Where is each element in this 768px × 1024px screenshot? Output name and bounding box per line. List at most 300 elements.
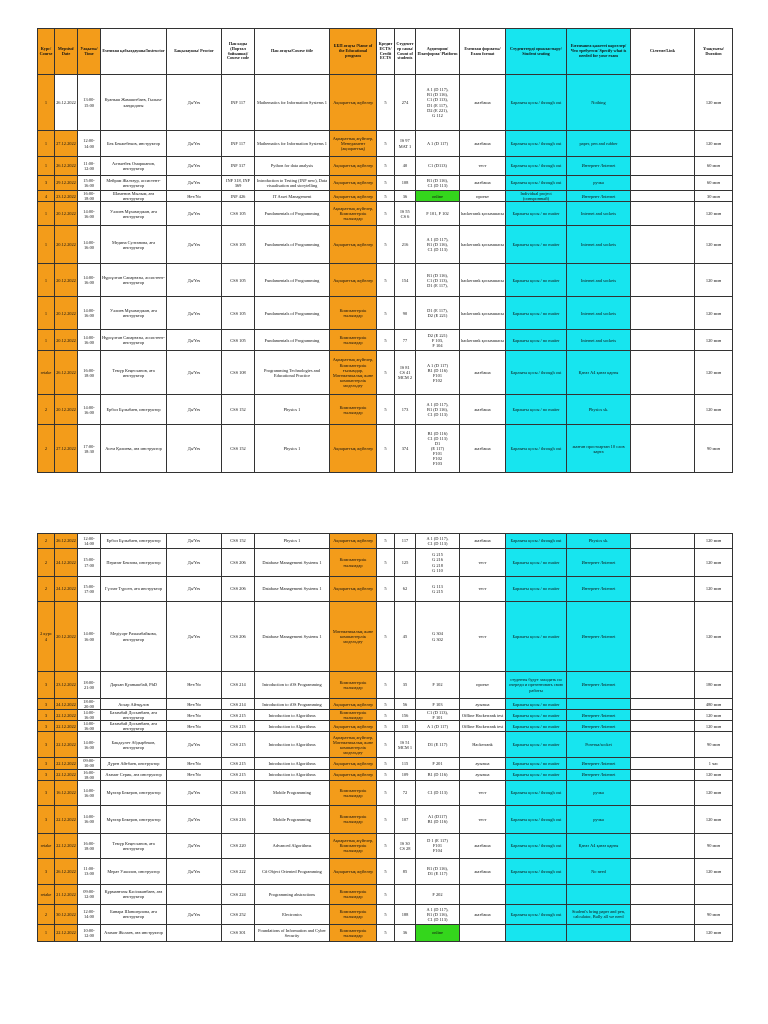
cell-time: 11:00-13:00 — [78, 858, 101, 884]
cell-program: Компьютерлік ғылымдар — [330, 710, 377, 721]
cell-date: 24.12.2022 — [55, 549, 78, 577]
cell-program: Математикалық және компьютерлік модельдеу — [330, 602, 377, 672]
cell-link[interactable] — [631, 805, 695, 833]
exam-schedule-table-2 — [37, 533, 733, 942]
cell-link[interactable] — [631, 758, 695, 769]
cell-duration: 60 мин — [695, 157, 733, 176]
cell-exam-format: жазбаша — [460, 75, 506, 131]
cell-credit: 5 — [377, 858, 395, 884]
cell-proctor: Нет/No — [167, 699, 222, 710]
cell-program: Ақпараттық жүйелер, Компьютерлік ғылымдар — [330, 202, 377, 226]
cell-exam-format: hackerrank қосымшасы — [460, 226, 506, 264]
cell-students: 374 — [395, 425, 416, 473]
cell-course-title: Database Management Systems 1 — [255, 602, 330, 672]
cell-students: 135 — [395, 721, 416, 732]
cell-seating: Барлығы қосы / no matter — [506, 577, 567, 602]
cell-exam-needs: Интернет /Internet — [567, 549, 631, 577]
cell-exam-needs: ручка — [567, 805, 631, 833]
cell-link[interactable] — [631, 904, 695, 924]
cell-platform: F 103 — [416, 699, 460, 710]
cell-proctor: Нет/No — [167, 672, 222, 699]
cell-date: 26.12.2022 — [55, 157, 78, 176]
cell-exam-format: проект — [460, 191, 506, 202]
cell-duration: 120 мин — [695, 924, 733, 941]
cell-duration: 120 мин — [695, 297, 733, 330]
cell-credit: 5 — [377, 924, 395, 941]
cell-platform: A 1 (D 117), B1 (D 116), C1 (D 113) — [416, 226, 460, 264]
cell-course-title: Physics 1 — [255, 395, 330, 425]
cell-link[interactable] — [631, 131, 695, 157]
cell-proctor: Да/Yes — [167, 833, 222, 858]
table-row — [38, 884, 733, 904]
cell-instructor: Асем Қалиева, аға инструктор — [101, 425, 167, 473]
table-row — [38, 577, 733, 602]
cell-link[interactable] — [631, 176, 695, 191]
cell-seating: Барлығы қосы / no matter — [506, 710, 567, 721]
cell-credit: 5 — [377, 297, 395, 330]
cell-credit: 5 — [377, 769, 395, 780]
cell-program: Ақпараттық жүйелер — [330, 425, 377, 473]
cell-time: 14:00-16:00 — [78, 330, 101, 351]
cell-credit: 5 — [377, 758, 395, 769]
cell-credit: 5 — [377, 395, 395, 425]
cell-course-title: Physics 1 — [255, 534, 330, 549]
cell-exam-format: тест — [460, 549, 506, 577]
cell-platform: A 1 (D 117) B1 (D 116) F101 F102 — [416, 351, 460, 395]
cell-course-code: CSS 105 — [222, 330, 255, 351]
cell-students: 173 — [395, 395, 416, 425]
cell-platform: C1 (D 113), F 101 — [416, 710, 460, 721]
cell-link[interactable] — [631, 884, 695, 904]
cell-instructor: Нұрсұлтан Сапарғазы, ассистент-инструктор — [101, 330, 167, 351]
cell-exam-format: проект — [460, 672, 506, 699]
cell-course: retake — [38, 833, 55, 858]
cell-program: Ақпараттық жүйелер — [330, 157, 377, 176]
header-seating: Студенттерді орналастыру/ Student seating — [506, 29, 567, 75]
cell-exam-format: Offline Hackerrank test — [460, 721, 506, 732]
cell-exam-needs: Интернет /Internet — [567, 721, 631, 732]
cell-students: 56 — [395, 699, 416, 710]
cell-link[interactable] — [631, 330, 695, 351]
cell-course-title: Fundamentals of Programming — [255, 330, 330, 351]
cell-instructor: Ербол Бұлыбаев, инструктор — [101, 534, 167, 549]
table-row — [38, 425, 733, 473]
cell-link[interactable] — [631, 202, 695, 226]
cell-program: Ақпараттық жүйелер — [330, 758, 377, 769]
table-row — [38, 780, 733, 805]
cell-platform: D1 (E 117) — [416, 732, 460, 758]
cell-seating: Барлығы қосы / no matter — [506, 769, 567, 780]
cell-proctor: Да/Yes — [167, 202, 222, 226]
cell-exam-format: жазбаша — [460, 176, 506, 191]
cell-program: Компьютерлік ғылымдар — [330, 884, 377, 904]
cell-platform: F 101, F 102 — [416, 202, 460, 226]
table-row — [38, 75, 733, 131]
cell-seating: Барлығы қосы / through out — [506, 534, 567, 549]
header-date: Мерзімі/ Date — [55, 29, 78, 75]
cell-duration: 90 мин — [695, 732, 733, 758]
cell-link[interactable] — [631, 351, 695, 395]
cell-course-code: CSS 215 — [222, 710, 255, 721]
cell-course: 1 — [38, 202, 55, 226]
cell-link[interactable] — [631, 226, 695, 264]
cell-exam-needs: Physics sk. — [567, 534, 631, 549]
cell-exam-format: тест — [460, 780, 506, 805]
cell-proctor: Да/Yes — [167, 425, 222, 473]
cell-time: 18:00-20:00 — [78, 699, 101, 710]
cell-proctor: Да/Yes — [167, 157, 222, 176]
cell-date: 21.12.2022 — [55, 884, 78, 904]
cell-seating: Барлығы қосы / through out — [506, 833, 567, 858]
cell-students: 45 — [395, 602, 416, 672]
cell-link[interactable] — [631, 425, 695, 473]
cell-seating: Барлығы қосы / through out — [506, 904, 567, 924]
cell-program: Ақпараттық жүйелер, Компьютерлік ғылымдар — [330, 833, 377, 858]
cell-time: 14:00-16:00 — [78, 721, 101, 732]
cell-duration: 120 мин — [695, 710, 733, 721]
cell-proctor: Нет/No — [167, 769, 222, 780]
cell-course-code: CSS 222 — [222, 858, 255, 884]
cell-seating: Барлығы қосы / no matter — [506, 202, 567, 226]
cell-exam-format: hackerrank қосымшасы — [460, 264, 506, 297]
cell-students: 156 — [395, 710, 416, 721]
cell-students: 36 — [395, 191, 416, 202]
cell-exam-format: жазбаша — [460, 425, 506, 473]
cell-program: Компьютерлік ғылымдар — [330, 395, 377, 425]
cell-program: Компьютерлік ғылымдар — [330, 780, 377, 805]
cell-course-code: CSS 206 — [222, 549, 255, 577]
cell-exam-needs — [567, 924, 631, 941]
table-row — [38, 858, 733, 884]
header-program: ББП атауы /Name of the Educational program — [330, 29, 377, 75]
cell-seating: Барлығы қосы / no matter — [506, 330, 567, 351]
cell-platform: B1 (D 116), C1 (D 113) — [416, 176, 460, 191]
cell-time: 16:00-18:00 — [78, 833, 101, 858]
cell-program: Ақпараттық жүйелер, Менеджмент (ақпараттық) — [330, 131, 377, 157]
cell-duration: 120 мин — [695, 805, 733, 833]
cell-exam-format: жазбаша — [460, 858, 506, 884]
cell-credit: 5 — [377, 602, 395, 672]
cell-course-code: CSS 215 — [222, 732, 255, 758]
cell-course-title: Fundamentals of Programming — [255, 297, 330, 330]
cell-program: Компьютерлік ғылымдар — [330, 297, 377, 330]
cell-course-title: Introduction to iOS Programming — [255, 672, 330, 699]
cell-time: 16:00-18:00 — [78, 769, 101, 780]
cell-course: 1 — [38, 297, 55, 330]
cell-date: 22.12.2022 — [55, 710, 78, 721]
cell-proctor: Нет/No — [167, 758, 222, 769]
cell-date: 23.12.2022 — [55, 191, 78, 202]
table-row — [38, 176, 733, 191]
cell-credit: 5 — [377, 75, 395, 131]
cell-course: 1 — [38, 226, 55, 264]
cell-credit: 5 — [377, 884, 395, 904]
cell-seating: Барлығы қосы / through out — [506, 157, 567, 176]
cell-seating: Барлығы қосы / no matter — [506, 699, 567, 710]
cell-link[interactable] — [631, 191, 695, 202]
cell-course: 2 — [38, 577, 55, 602]
cell-seating: Барлығы қосы / through out — [506, 131, 567, 157]
cell-course-title: Foundations of Information and Cyber Security — [255, 924, 330, 941]
cell-platform: A 1 (D 117), C1 (D 113) — [416, 534, 460, 549]
cell-platform: D 1 (E 117) F101 F104 — [416, 833, 460, 858]
cell-course-title: Database Management Systems 1 — [255, 549, 330, 577]
cell-date: 22.12.2022 — [55, 732, 78, 758]
header-proctor: Бақылаушы/ Proctor — [167, 29, 222, 75]
header-exam-format: Емтихан форматы/ Exam format — [460, 29, 506, 75]
cell-duration: 180 мин — [695, 672, 733, 699]
table-row — [38, 131, 733, 157]
cell-time: 14:00-16:00 — [78, 710, 101, 721]
cell-course: 1 — [38, 157, 55, 176]
cell-credit: 5 — [377, 721, 395, 732]
table-row — [38, 264, 733, 297]
cell-link[interactable] — [631, 710, 695, 721]
cell-students: 36 — [395, 924, 416, 941]
cell-credit: 5 — [377, 699, 395, 710]
cell-exam-needs: Student's bring paper and pen, calculator, Bully all we need — [567, 904, 631, 924]
cell-exam-needs: Интернет /Internet — [567, 191, 631, 202]
cell-duration: 90 мин — [695, 833, 733, 858]
cell-course: 2 — [38, 534, 55, 549]
cell-platform: C1 (D113) — [416, 157, 460, 176]
cell-course-code: CSS 105 — [222, 202, 255, 226]
cell-duration: 120 мин — [695, 534, 733, 549]
cell-duration: 120 мин — [695, 264, 733, 297]
cell-credit: 5 — [377, 534, 395, 549]
cell-students: 62 — [395, 577, 416, 602]
exam-schedule-table-1 — [37, 28, 733, 473]
cell-date: 16.12.2022 — [55, 780, 78, 805]
cell-students: 35 — [395, 672, 416, 699]
cell-students: 216 — [395, 226, 416, 264]
cell-instructor: Ербол Бұлыбаев, инструктор — [101, 395, 167, 425]
cell-course-code: INF 318, INF 369 — [222, 176, 255, 191]
cell-students: IS 97 MAT 1 — [395, 131, 416, 157]
cell-proctor: Да/Yes — [167, 549, 222, 577]
cell-link[interactable] — [631, 264, 695, 297]
cell-course-title: Mathematics for Information Systems 1 — [255, 131, 330, 157]
cell-proctor: Да/Yes — [167, 176, 222, 191]
cell-course: 4 — [38, 191, 55, 202]
cell-course-title: Advanced Algorithms — [255, 833, 330, 858]
cell-course: 3 — [38, 699, 55, 710]
cell-course-title: Introduction to Algorithms — [255, 758, 330, 769]
cell-course: 3 — [38, 672, 55, 699]
cell-date: 20.12.2022 — [55, 226, 78, 264]
cell-seating: студенты будут заходить по очереди и презентовать свою работы — [506, 672, 567, 699]
cell-proctor: Да/Yes — [167, 226, 222, 264]
cell-course-code: CSS 215 — [222, 769, 255, 780]
cell-link[interactable] — [631, 602, 695, 672]
cell-exam-needs: Интернет /Internet — [567, 710, 631, 721]
cell-course: 3 — [38, 732, 55, 758]
cell-course-code: CSS 152 — [222, 425, 255, 473]
table-row — [38, 297, 733, 330]
cell-credit: 5 — [377, 202, 395, 226]
cell-date: 24.12.2022 — [55, 699, 78, 710]
cell-course-title: Mobile Programming — [255, 780, 330, 805]
header-course-title: Пән атауы/Course title — [255, 29, 330, 75]
cell-course: 2 курс 4 — [38, 602, 55, 672]
cell-exam-needs: Nothing — [567, 75, 631, 131]
cell-seating: Барлығы қосы / through out — [506, 176, 567, 191]
cell-date: 26.12.2022 — [55, 75, 78, 131]
cell-credit: 5 — [377, 191, 395, 202]
cell-exam-needs: Қағаз А4 қағаз қарты — [567, 351, 631, 395]
cell-exam-format: ауызша — [460, 769, 506, 780]
table-row — [38, 157, 733, 176]
cell-students: 109 — [395, 769, 416, 780]
cell-instructor: Медина Султанова, аға инструктор — [101, 226, 167, 264]
cell-credit: 5 — [377, 904, 395, 924]
cell-time: 10:00-12:00 — [78, 924, 101, 941]
cell-course: retake — [38, 351, 55, 395]
cell-exam-needs: жазған простоартан 10 слов карта — [567, 425, 631, 473]
cell-link[interactable] — [631, 549, 695, 577]
cell-proctor: Да/Yes — [167, 904, 222, 924]
cell-time: 18:00-21:00 — [78, 672, 101, 699]
cell-instructor: Шаменов Мылым, аға инструктор — [101, 191, 167, 202]
cell-program: Компьютерлік ғылымдар — [330, 330, 377, 351]
cell-course-title: Python for data analysis — [255, 157, 330, 176]
cell-instructor: Дүрен Айтбаев, инструктор — [101, 758, 167, 769]
cell-link[interactable] — [631, 833, 695, 858]
cell-date: 26.12.2022 — [55, 858, 78, 884]
table-row — [38, 602, 733, 672]
cell-course-code: CSS 206 — [222, 577, 255, 602]
table-row — [38, 226, 733, 264]
cell-link[interactable] — [631, 721, 695, 732]
cell-proctor: Да/Yes — [167, 534, 222, 549]
cell-platform: D1 (E 117), D2 (E 221) — [416, 297, 460, 330]
cell-program: Ақпараттық жүйелер — [330, 769, 377, 780]
cell-link[interactable] — [631, 157, 695, 176]
cell-duration: 120 мин — [695, 858, 733, 884]
cell-date: 27.12.2022 — [55, 425, 78, 473]
cell-instructor: Уәлиев Мұхамеджан, аға инструктор — [101, 202, 167, 226]
table-row — [38, 351, 733, 395]
cell-course-code: CSS 152 — [222, 395, 255, 425]
table-row — [38, 833, 733, 858]
cell-exam-format: hackerrank қосымшасы — [460, 202, 506, 226]
cell-platform: online — [416, 924, 460, 941]
cell-platform: F 202 — [416, 884, 460, 904]
cell-proctor: Нет/No — [167, 191, 222, 202]
cell-duration: 90 мин — [695, 425, 733, 473]
cell-exam-format: тест — [460, 805, 506, 833]
cell-course: 3 — [38, 805, 55, 833]
cell-exam-format: жазбаша — [460, 351, 506, 395]
cell-time: 14:00-16:00 — [78, 226, 101, 264]
cell-time: 14:00-16:00 — [78, 602, 101, 672]
cell-students: 125 — [395, 549, 416, 577]
cell-course-title: Electronics — [255, 904, 330, 924]
cell-proctor: Да/Yes — [167, 131, 222, 157]
cell-link[interactable] — [631, 395, 695, 425]
cell-link[interactable] — [631, 577, 695, 602]
table-row — [38, 395, 733, 425]
cell-link[interactable] — [631, 924, 695, 941]
table-row — [38, 769, 733, 780]
cell-program: Компьютерлік ғылымдар — [330, 672, 377, 699]
cell-seating: Барлығы қосы / no matter — [506, 226, 567, 264]
cell-link[interactable] — [631, 732, 695, 758]
cell-instructor: Бинара Шаншерлова, аға инструктор — [101, 904, 167, 924]
table-row — [38, 330, 733, 351]
cell-program: Компьютерлік ғылымдар — [330, 805, 377, 833]
cell-link[interactable] — [631, 699, 695, 710]
cell-exam-needs: ручка — [567, 176, 631, 191]
cell-link[interactable] — [631, 672, 695, 699]
cell-time: 14:00-16:00 — [78, 297, 101, 330]
cell-link[interactable] — [631, 297, 695, 330]
cell-course: 3 — [38, 780, 55, 805]
cell-duration: 1 час — [695, 758, 733, 769]
cell-proctor: Да/Yes — [167, 297, 222, 330]
cell-time: 09:00-10:00 — [78, 758, 101, 769]
cell-course-code: CSS 216 — [222, 805, 255, 833]
cell-instructor: Асхар Айтқұлов — [101, 699, 167, 710]
cell-course-title: Introduction to Algorithms — [255, 721, 330, 732]
cell-credit: 5 — [377, 425, 395, 473]
cell-exam-needs: Интернет /Internet — [567, 672, 631, 699]
cell-platform: B1 (D 116) C1 (D 113) D1 (E 117) F101 F102 F103 — [416, 425, 460, 473]
cell-seating: Барлығы қосы / through out — [506, 75, 567, 131]
cell-link[interactable] — [631, 75, 695, 131]
cell-credit: 5 — [377, 577, 395, 602]
cell-exam-format — [460, 884, 506, 904]
cell-exam-needs: Интернет /Internet — [567, 577, 631, 602]
cell-time: 11:00-12:00 — [78, 157, 101, 176]
cell-platform: F 102 — [416, 672, 460, 699]
cell-link[interactable] — [631, 858, 695, 884]
cell-link[interactable] — [631, 769, 695, 780]
cell-duration: 120 мин — [695, 75, 733, 131]
cell-instructor: Алтынбек Омаршанов, инструктор — [101, 157, 167, 176]
cell-duration: 120 мин — [695, 395, 733, 425]
header-credit: Кредит ECTS/ Credit ECTS — [377, 29, 395, 75]
cell-link[interactable] — [631, 534, 695, 549]
cell-platform: G 113 G 215 — [416, 577, 460, 602]
cell-seating: Барлығы қосы / no matter — [506, 297, 567, 330]
cell-date: 20.12.2022 — [55, 395, 78, 425]
cell-course: 3 — [38, 710, 55, 721]
cell-course-code: CSS 215 — [222, 721, 255, 732]
cell-instructor: Куаныш Жамшитбаев, Гылым-кандидаты — [101, 75, 167, 131]
cell-seating: Барлығы қосы / no matter — [506, 395, 567, 425]
table-row — [38, 805, 733, 833]
table-row — [38, 672, 733, 699]
cell-platform: C1 (D 113) — [416, 780, 460, 805]
cell-time: 12:00-14:00 — [78, 131, 101, 157]
cell-platform: A 1 (D 117), B1 (D 116), C1 (D 113) — [416, 395, 460, 425]
cell-credit: 5 — [377, 672, 395, 699]
cell-platform: B1 (D 116) — [416, 769, 460, 780]
cell-seating: Individual project (синхронный) — [506, 191, 567, 202]
cell-exam-format: тест — [460, 602, 506, 672]
cell-course-code: CSS 105 — [222, 226, 255, 264]
cell-students: 40 — [395, 157, 416, 176]
cell-program: Компьютерлік ғылымдар — [330, 549, 377, 577]
cell-credit: 5 — [377, 176, 395, 191]
cell-students: IS 51 MCM 1 — [395, 732, 416, 758]
cell-proctor: Да/Yes — [167, 858, 222, 884]
cell-link[interactable] — [631, 780, 695, 805]
cell-platform: A 1 (D 117) — [416, 721, 460, 732]
cell-date: 26.12.2022 — [55, 534, 78, 549]
cell-course-code: CSS 215 — [222, 758, 255, 769]
